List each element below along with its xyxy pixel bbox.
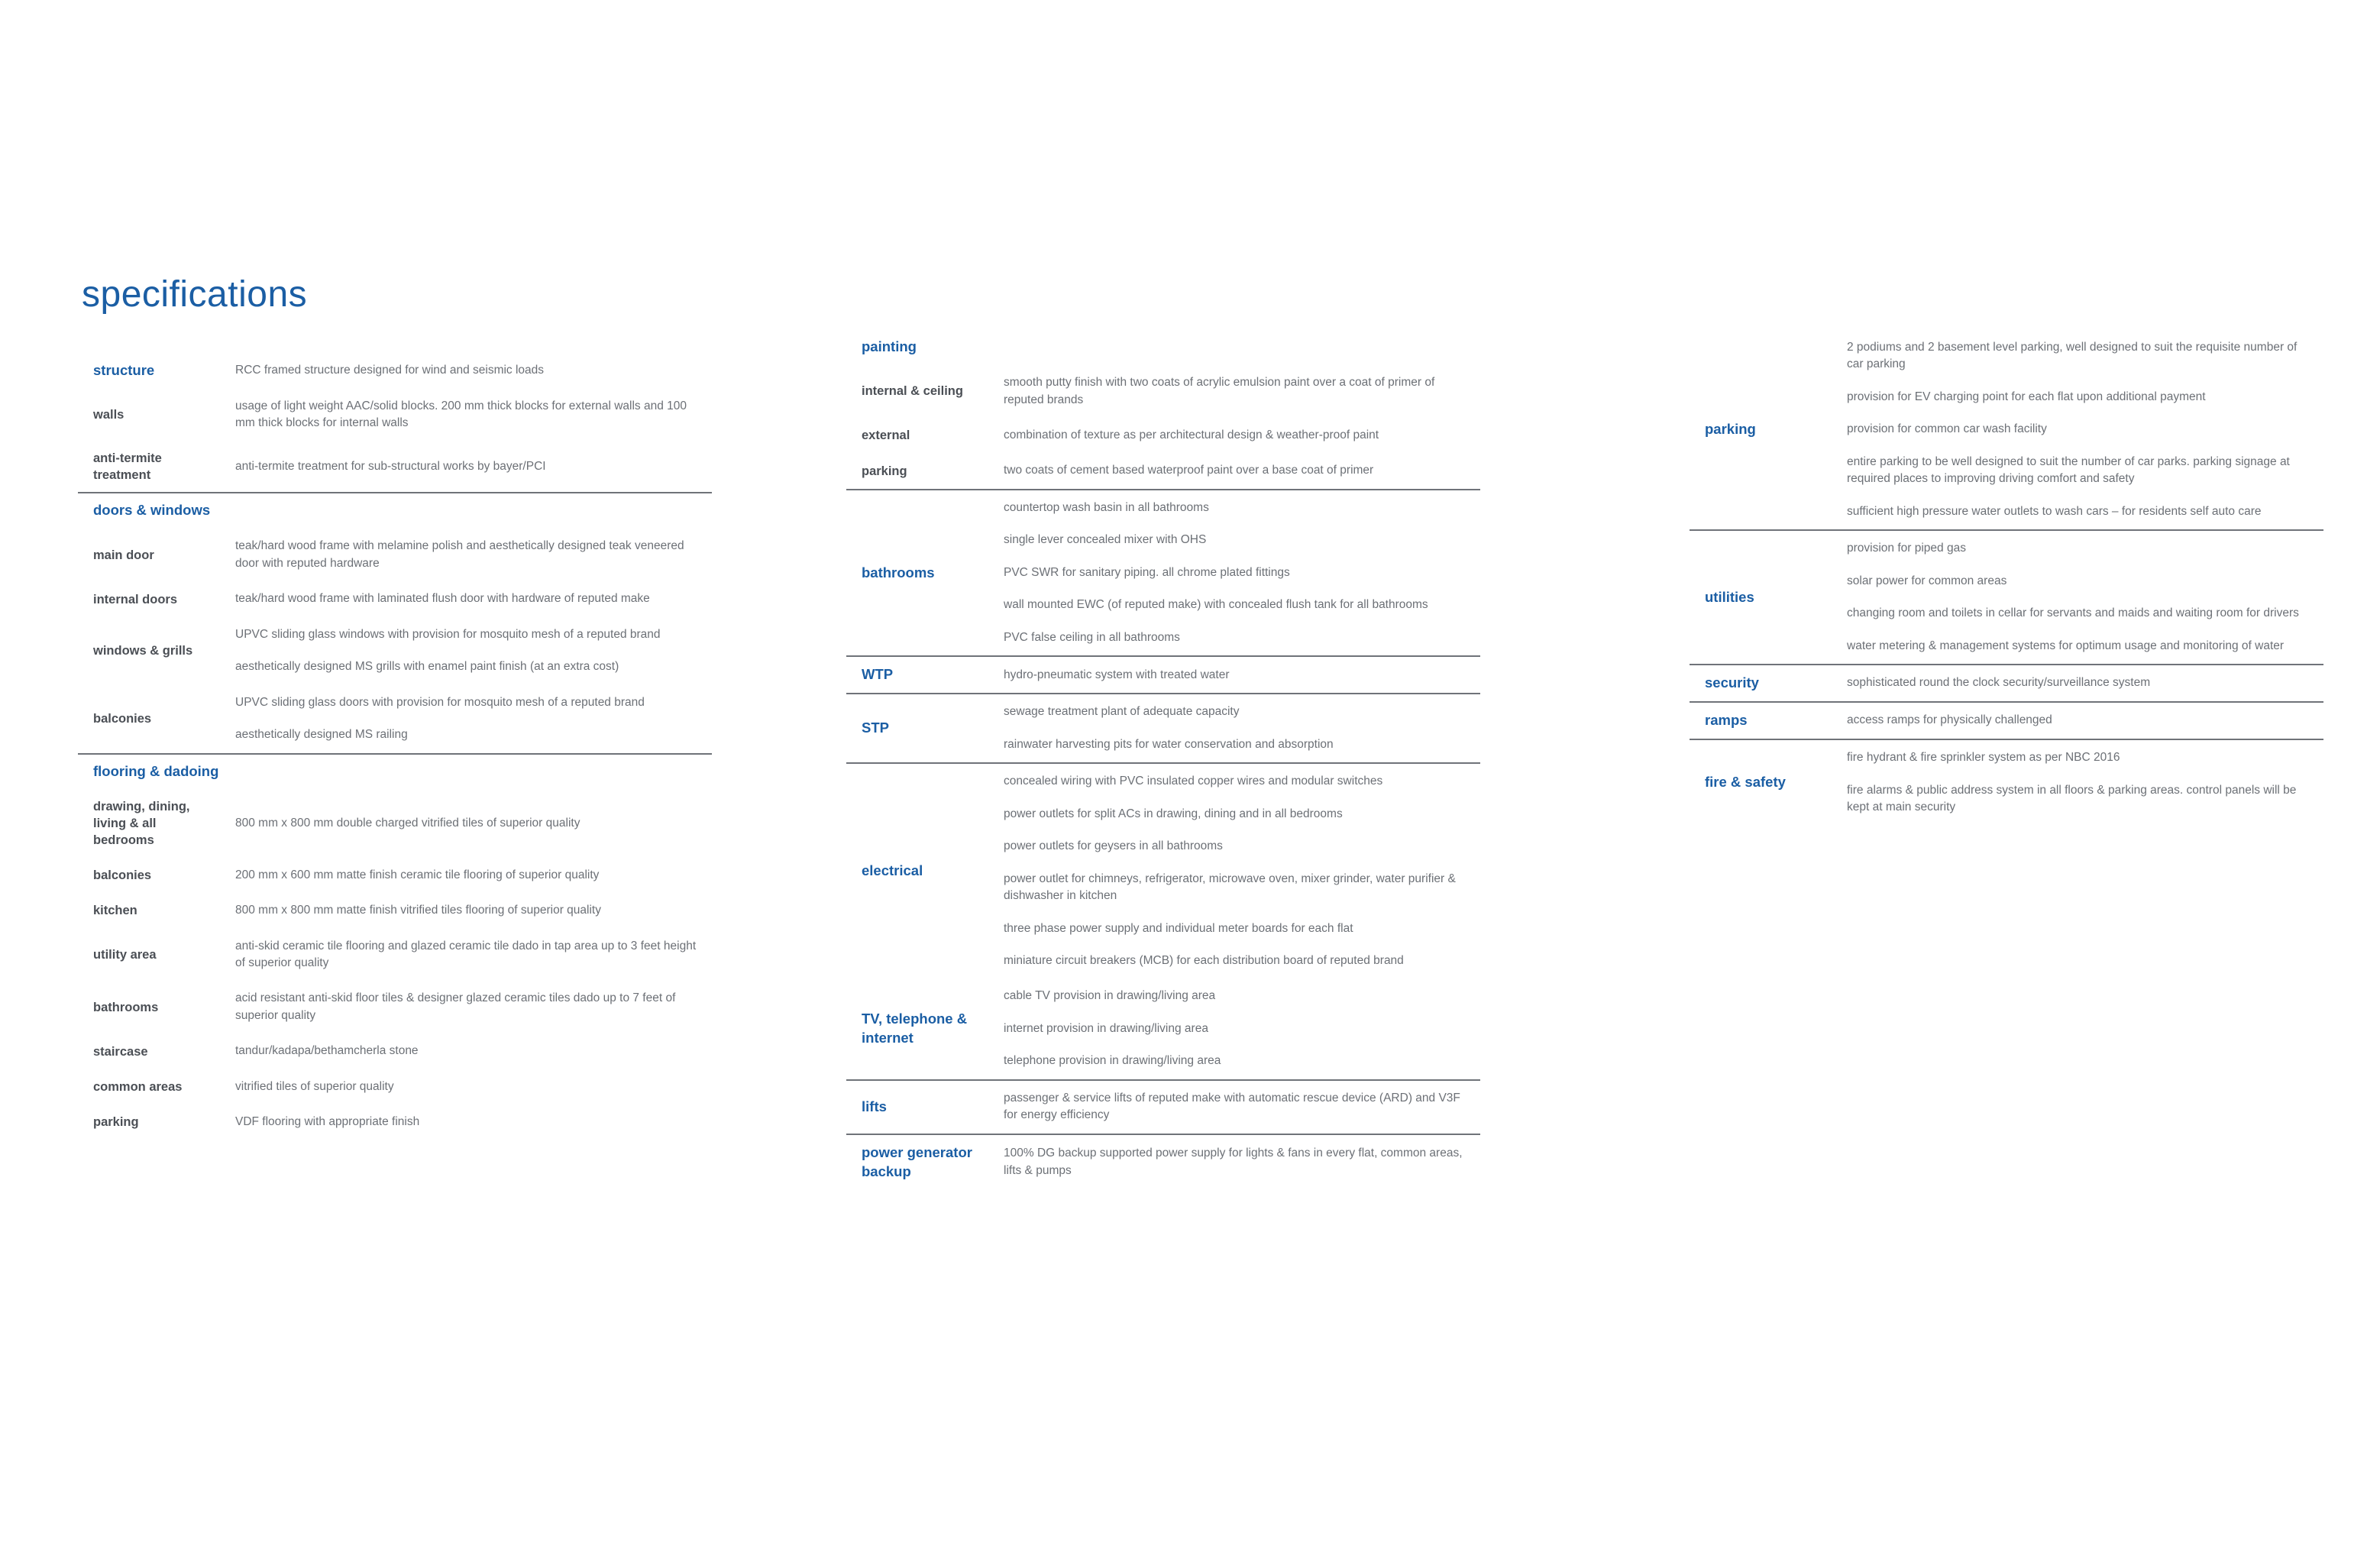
spec-item: anti-skid ceramic tile flooring and glazed ceramic tile dado in tap area up to 3 feet height of superior quality (235, 939, 697, 970)
spec-column-1 (78, 353, 712, 1140)
spec-item: aesthetically designed MS grills with enamel paint finish (at an extra cost) (235, 660, 619, 674)
spec-items (225, 1033, 712, 1069)
spec-item: passenger & service lifts of reputed make with automatic rescue device (ARD) and V3F for energy efficiency (1004, 1091, 1460, 1122)
spec-item: cable TV provision in drawing/living area (1004, 989, 1216, 1003)
spec-item: sufficient high pressure water outlets to wash cars – for residents self auto care (1847, 504, 2262, 518)
spec-items (993, 694, 1480, 762)
spec-item: fire alarms & public address system in all floors & parking areas. control panels will be kept at main security (1847, 783, 2297, 814)
spec-label-parking: parking (93, 1115, 139, 1130)
spec-label-lifts: lifts (862, 1098, 887, 1114)
spec-section (846, 657, 1480, 694)
spec-items (225, 1069, 712, 1105)
spec-items (225, 529, 712, 581)
spec-item: power outlet for chimneys, refrigerator, microwave oven, mixer grinder, water purifier & dishwasher in kitchen (1004, 872, 1456, 903)
spec-item: three phase power supply and individual meter boards for each flat (1004, 921, 1353, 935)
spec-item: two coats of cement based waterproof paint over a base coat of primer (1004, 464, 1374, 477)
spec-item: power outlets for split ACs in drawing, dining and in all bedrooms (1004, 807, 1343, 820)
spec-label-balconies: balconies (93, 712, 152, 726)
spec-items (225, 389, 712, 441)
spec-label-power-generator-backup: power generator backup (862, 1143, 972, 1179)
spec-item: anti-termite treatment for sub-structural works by bayer/PCI (235, 459, 546, 473)
spec-section (78, 493, 712, 754)
spec-item: acid resistant anti-skid floor tiles & designer glazed ceramic tiles dado up to 7 feet of superior quality (235, 991, 676, 1022)
spec-item: telephone provision in drawing/living area (1004, 1054, 1221, 1068)
spec-section (846, 1135, 1480, 1190)
spec-item: VDF flooring with appropriate finish (235, 1115, 420, 1129)
spec-items (225, 929, 712, 982)
spec-item: vitrified tiles of superior quality (235, 1079, 394, 1093)
spec-label-security: security (1705, 674, 1759, 691)
spec-item: provision for piped gas (1847, 542, 1966, 555)
spec-items (993, 453, 1480, 488)
spec-item: rainwater harvesting pits for water conservation and absorption (1004, 737, 1334, 751)
spec-items (225, 617, 712, 685)
spec-item: 800 mm x 800 mm matte finish vitrified tiles flooring of superior quality (235, 904, 601, 917)
spec-label-structure: structure (93, 362, 155, 378)
spec-items (993, 978, 1480, 1079)
spec-item: 800 mm x 800 mm double charged vitrified tiles of superior quality (235, 816, 580, 830)
spec-item: PVC false ceiling in all bathrooms (1004, 630, 1180, 644)
spec-label-utilities: utilities (1705, 588, 1754, 605)
spec-label-parking: parking (1705, 421, 1756, 438)
spec-items (225, 685, 712, 753)
spec-item: aesthetically designed MS railing (235, 728, 408, 742)
spec-item: tandur/kadapa/bethamcherla stone (235, 1044, 419, 1058)
spec-section (1690, 703, 2323, 740)
spec-items (993, 418, 1480, 453)
spec-section (846, 490, 1480, 657)
spec-section (846, 1081, 1480, 1135)
spec-label-common-areas: common areas (93, 1079, 183, 1094)
spec-items (225, 449, 712, 484)
spec-items (225, 581, 712, 616)
spec-item: wall mounted EWC (of reputed make) with concealed flush tank for all bathrooms (1004, 598, 1428, 612)
spec-item: UPVC sliding glass doors with provision for mosquito mesh of a reputed brand (235, 695, 645, 709)
spec-label-balconies: balconies (93, 868, 152, 882)
spec-section (846, 694, 1480, 764)
spec-item: concealed wiring with PVC insulated copper wires and modular switches (1004, 775, 1383, 788)
spec-label-ramps: ramps (1705, 712, 1748, 729)
spec-items (993, 365, 1480, 418)
spec-items (993, 658, 1480, 693)
spec-label-parking: parking (862, 464, 907, 478)
spec-section (1690, 665, 2323, 703)
spec-items (993, 1136, 1480, 1189)
spec-item: fire hydrant & fire sprinkler system as per NBC 2016 (1847, 751, 2120, 765)
spec-item: provision for common car wash facility (1847, 422, 2047, 436)
spec-item: provision for EV charging point for each flat upon additional payment (1847, 390, 2206, 403)
spec-label-internal-ceiling: internal & ceiling (862, 384, 963, 399)
spec-item: PVC SWR for sanitary piping. all chrome plated fittings (1004, 565, 1290, 579)
spec-item: sewage treatment plant of adequate capacity (1004, 705, 1240, 719)
spec-label-electrical: electrical (862, 862, 923, 879)
spec-label-walls: walls (93, 408, 124, 422)
spec-item: changing room and toilets in cellar for servants and maids and waiting room for drivers (1847, 606, 2299, 620)
spec-item: internet provision in drawing/living area (1004, 1021, 1208, 1035)
spec-items (993, 764, 1480, 978)
spec-label-bathrooms: bathrooms (93, 1000, 159, 1014)
spec-items (225, 353, 712, 388)
section-heading-doors-windows: doors & windows (93, 502, 211, 519)
spec-item: 200 mm x 600 mm matte finish ceramic tile flooring of superior quality (235, 868, 600, 881)
spec-label-wtp: WTP (862, 666, 894, 683)
spec-label-drawing-dining-living-all-bedrooms: drawing, dining, living & all bedrooms (93, 799, 190, 848)
spec-section (1690, 531, 2323, 665)
spec-item: 2 podiums and 2 basement level parking, well designed to suit the requisite number of car parking (1847, 341, 2298, 371)
spec-section (1690, 330, 2323, 531)
spec-item: RCC framed structure designed for wind and seismic loads (235, 364, 545, 377)
spec-item: combination of texture as per architectural design & weather-proof paint (1004, 428, 1379, 441)
spec-item: single lever concealed mixer with OHS (1004, 533, 1207, 547)
spec-items (225, 858, 712, 893)
page-title: specifications (82, 274, 308, 315)
spec-section (846, 330, 1480, 490)
spec-item: usage of light weight AAC/solid blocks. 200 mm thick blocks for external walls and 100 mm thick blocks for internal walls (235, 399, 687, 430)
spec-items (1836, 330, 2323, 529)
spec-item: smooth putty finish with two coats of acrylic emulsion paint over a coat of primer of reputed brands (1004, 376, 1435, 406)
spec-section (1690, 740, 2323, 825)
spec-items (225, 893, 712, 928)
spec-label-external: external (862, 429, 910, 443)
spec-label-staircase: staircase (93, 1044, 148, 1059)
spec-item: UPVC sliding glass windows with provision for mosquito mesh of a reputed brand (235, 627, 661, 641)
spec-items (993, 490, 1480, 655)
section-heading-flooring-dadoing: flooring & dadoing (93, 762, 219, 779)
spec-item: entire parking to be well designed to suit the number of car parks. parking signage at required places to improving driving comfort and safety (1847, 454, 2290, 486)
spec-label-utility-area: utility area (93, 947, 157, 962)
spec-item: solar power for common areas (1847, 574, 2007, 587)
spec-label-bathrooms: bathrooms (862, 564, 935, 581)
spec-label-main-door: main door (93, 548, 154, 562)
spec-label-windows-grills: windows & grills (93, 644, 193, 658)
spec-column-3 (1690, 330, 2323, 826)
spec-section (846, 764, 1480, 978)
spec-section (78, 755, 712, 1140)
spec-item: water metering & management systems for optimum usage and monitoring of water (1847, 639, 2285, 652)
spec-label-kitchen: kitchen (93, 904, 137, 918)
spec-items (225, 1105, 712, 1140)
spec-item: access ramps for physically challenged (1847, 713, 2052, 727)
spec-label-internal-doors: internal doors (93, 592, 178, 606)
spec-section (78, 353, 712, 493)
spec-item: miniature circuit breakers (MCB) for each distribution board of reputed brand (1004, 953, 1404, 967)
spec-items (993, 1081, 1480, 1134)
spec-item: teak/hard wood frame with laminated flush door with hardware of reputed make (235, 592, 650, 606)
spec-items (225, 806, 712, 841)
spec-label-anti-termite-treatment: anti-termite treatment (93, 451, 162, 483)
spec-items (1836, 665, 2323, 700)
spec-label-fire-safety: fire & safety (1705, 774, 1786, 791)
spec-items (225, 981, 712, 1033)
spec-section (846, 978, 1480, 1080)
spec-item: hydro-pneumatic system with treated water (1004, 668, 1230, 681)
spec-item: sophisticated round the clock security/surveillance system (1847, 676, 2151, 690)
spec-item: teak/hard wood frame with melamine polish and aesthetically designed teak veneered door with reputed hardware (235, 539, 684, 570)
spec-items (1836, 703, 2323, 738)
spec-label-stp: STP (862, 720, 889, 736)
spec-column-2 (846, 330, 1480, 1190)
section-heading-painting: painting (862, 338, 917, 354)
spec-item: 100% DG backup supported power supply for lights & fans in every flat, common areas, lifts & pumps (1004, 1147, 1463, 1177)
spec-label-tv-telephone-internet: TV, telephone & internet (862, 1011, 968, 1046)
spec-items (1836, 740, 2323, 825)
spec-item: countertop wash basin in all bathrooms (1004, 500, 1209, 514)
spec-items (1836, 531, 2323, 664)
spec-item: power outlets for geysers in all bathrooms (1004, 839, 1223, 853)
